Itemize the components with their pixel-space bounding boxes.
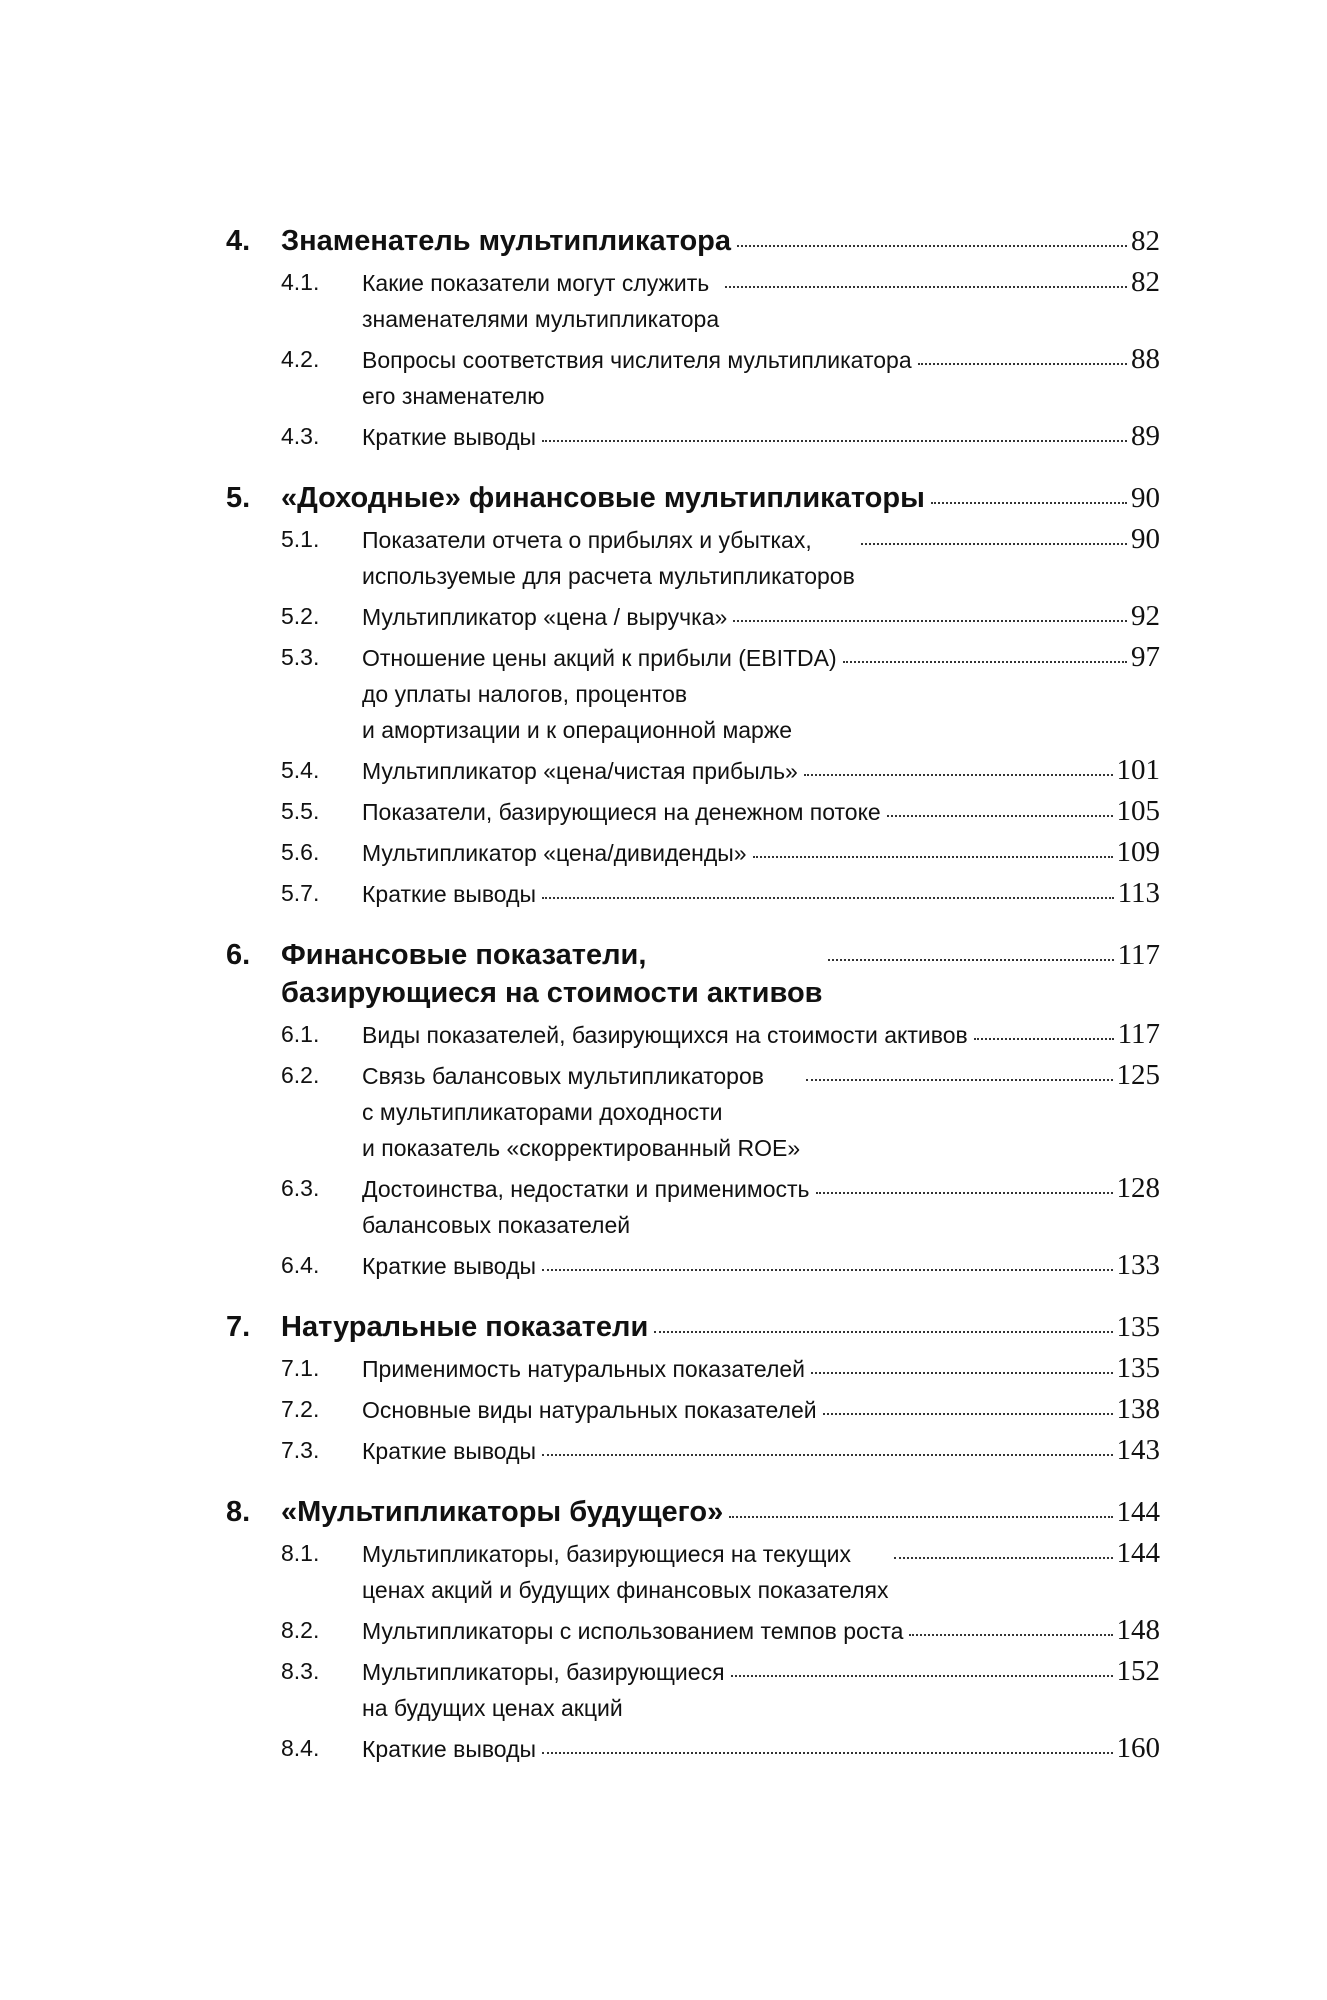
entry-body [362, 521, 1160, 594]
entry-title [281, 1308, 648, 1346]
chapter-number: 4. [226, 225, 251, 257]
entry-title-line: Показатели отчета о прибылях и убытках, [362, 527, 812, 553]
section-number: 5.6. [281, 839, 320, 865]
entry-title [362, 1433, 536, 1469]
chapter-number: 8. [226, 1496, 251, 1528]
page-number: 125 [1116, 1059, 1160, 1091]
section-entry[interactable] [226, 1057, 1160, 1166]
chapter-block [226, 936, 1160, 1284]
entry-title [362, 1731, 536, 1767]
dot-leader [731, 1675, 1113, 1677]
page-number: 152 [1116, 1655, 1160, 1687]
entry-title-line: Виды показателей, базирующихся на стоимости активов [362, 1022, 968, 1048]
dot-leader [861, 543, 1127, 545]
page-number: 144 [1116, 1496, 1160, 1528]
section-number: 6.1. [281, 1021, 320, 1047]
section-entry[interactable] [226, 1247, 1160, 1284]
section-entry[interactable] [226, 341, 1160, 414]
entry-title-line: до уплаты налогов, процентов [362, 681, 688, 707]
section-entry[interactable] [226, 1730, 1160, 1767]
entry-title-line: Какие показатели могут служить [362, 270, 710, 296]
entry-title [281, 222, 731, 260]
section-number: 7.2. [281, 1396, 320, 1422]
entry-title [362, 835, 747, 871]
entry-title-line: Применимость натуральных показателей [362, 1356, 806, 1382]
chapter-heading[interactable] [226, 1493, 1160, 1531]
entry-body [281, 1308, 1160, 1346]
dot-leader [806, 1079, 1112, 1081]
entry-title [362, 522, 855, 594]
dot-leader [816, 1192, 1113, 1194]
chapter-block [226, 1308, 1160, 1469]
entry-title-line: Финансовые показатели, [281, 939, 647, 971]
section-number: 4.2. [281, 346, 320, 372]
entry-title [362, 1017, 968, 1053]
entry-title-line: базирующиеся на стоимости активов [281, 977, 823, 1009]
dot-leader [974, 1038, 1114, 1040]
entry-body [362, 1057, 1160, 1166]
page-number: 105 [1116, 795, 1160, 827]
entry-title [362, 1613, 903, 1649]
entry-title-line: знаменателями мультипликатора [362, 306, 720, 332]
section-entry[interactable] [226, 639, 1160, 748]
page-number: 133 [1116, 1249, 1160, 1281]
section-entry[interactable] [226, 1612, 1160, 1649]
entry-title-line: Достоинства, недостатки и применимость [362, 1176, 810, 1202]
entry-title-line: Вопросы соответствия числителя мультипликатора [362, 347, 912, 373]
entry-body [362, 793, 1160, 830]
chapter-heading[interactable] [226, 222, 1160, 260]
entry-title [281, 479, 925, 517]
section-entry[interactable] [226, 264, 1160, 337]
dot-leader [843, 661, 1127, 663]
section-entry[interactable] [226, 875, 1160, 912]
section-number: 6.2. [281, 1062, 320, 1088]
entry-title [362, 342, 912, 414]
entry-title-line: и амортизации и к операционной марже [362, 717, 793, 743]
entry-title-line: Показатели, базирующиеся на денежном потоке [362, 799, 881, 825]
entry-body [362, 1170, 1160, 1243]
section-number: 6.4. [281, 1252, 320, 1278]
entry-body [362, 1535, 1160, 1608]
section-number: 6.3. [281, 1175, 320, 1201]
dot-leader [737, 245, 1127, 247]
dot-leader [542, 1269, 1112, 1271]
dot-leader [654, 1331, 1112, 1333]
page-number: 160 [1116, 1732, 1160, 1764]
chapter-number: 7. [226, 1311, 251, 1343]
section-number: 8.2. [281, 1617, 320, 1643]
entry-body [362, 639, 1160, 748]
section-entry[interactable] [226, 1016, 1160, 1053]
section-number: 7.3. [281, 1437, 320, 1463]
entry-title-line: Мультипликатор «цена/дивиденды» [362, 840, 747, 866]
chapter-block [226, 222, 1160, 455]
entry-body [362, 1350, 1160, 1387]
section-entry[interactable] [226, 1432, 1160, 1469]
entry-title [281, 936, 822, 1012]
entry-body [362, 1653, 1160, 1726]
dot-leader [894, 1557, 1112, 1559]
entry-title [362, 1248, 536, 1284]
table-of-contents [226, 222, 1160, 1791]
section-number: 8.4. [281, 1735, 320, 1761]
chapter-heading[interactable] [226, 936, 1160, 1012]
section-entry[interactable] [226, 752, 1160, 789]
entry-title-line: Краткие выводы [362, 424, 537, 450]
entry-body [362, 834, 1160, 871]
entry-title-line: Основные виды натуральных показателей [362, 1397, 817, 1423]
entry-body [362, 264, 1160, 337]
section-entry[interactable] [226, 418, 1160, 455]
chapter-number: 6. [226, 939, 251, 971]
dot-leader [753, 856, 1113, 858]
chapter-number: 5. [226, 482, 251, 514]
dot-leader [733, 620, 1127, 622]
section-number: 5.5. [281, 798, 320, 824]
page-number: 135 [1116, 1352, 1160, 1384]
entry-body [362, 875, 1160, 912]
page-number: 97 [1131, 641, 1160, 673]
entry-title-line: Краткие выводы [362, 1736, 537, 1762]
section-entry[interactable] [226, 793, 1160, 830]
entry-body [281, 479, 1160, 517]
entry-title [362, 1654, 725, 1726]
entry-title-line: Краткие выводы [362, 1438, 537, 1464]
chapter-heading[interactable] [226, 479, 1160, 517]
page-number: 148 [1116, 1614, 1160, 1646]
dot-leader [542, 897, 1114, 899]
page-number: 109 [1116, 836, 1160, 868]
dot-leader [828, 959, 1113, 961]
entry-body [362, 598, 1160, 635]
entry-title-line: ценах акций и будущих финансовых показателях [362, 1577, 889, 1603]
page-number: 138 [1116, 1393, 1160, 1425]
section-entry[interactable] [226, 1170, 1160, 1243]
dot-leader [918, 363, 1127, 365]
entry-title-line: используемые для расчета мультипликаторов [362, 563, 855, 589]
entry-body [362, 1391, 1160, 1428]
entry-title [362, 419, 536, 455]
entry-title [362, 794, 881, 830]
entry-title [362, 265, 719, 337]
entry-title-line: с мультипликаторами доходности [362, 1099, 723, 1125]
entry-body [362, 1612, 1160, 1649]
entry-title-line: Мультипликатор «цена/чистая прибыль» [362, 758, 798, 784]
entry-title-line: его знаменателю [362, 383, 545, 409]
section-number: 5.4. [281, 757, 320, 783]
entry-body [362, 752, 1160, 789]
page-number: 128 [1116, 1172, 1160, 1204]
section-number: 4.3. [281, 423, 320, 449]
page-number: 135 [1116, 1311, 1160, 1343]
section-entry[interactable] [226, 834, 1160, 871]
section-entry[interactable] [226, 1350, 1160, 1387]
entry-title [362, 1058, 800, 1166]
entry-title [362, 1392, 817, 1428]
section-number: 5.3. [281, 644, 320, 670]
dot-leader [887, 815, 1113, 817]
entry-body [362, 418, 1160, 455]
page-number: 117 [1117, 939, 1160, 971]
section-entry[interactable] [226, 1653, 1160, 1726]
entry-title-line: «Мультипликаторы будущего» [281, 1496, 724, 1528]
entry-title [362, 640, 837, 748]
entry-title-line: Мультипликаторы, базирующиеся на текущих [362, 1541, 851, 1567]
page-number: 89 [1131, 420, 1160, 452]
page-number: 92 [1131, 600, 1160, 632]
entry-title-line: балансовых показателей [362, 1212, 631, 1238]
entry-title-line: и показатель «скорректированный ROE» [362, 1135, 801, 1161]
entry-title-line: Знаменатель мультипликатора [281, 225, 732, 257]
chapter-block [226, 479, 1160, 912]
section-number: 8.3. [281, 1658, 320, 1684]
entry-title-line: Краткие выводы [362, 1253, 537, 1279]
dot-leader [542, 1454, 1112, 1456]
section-number: 5.7. [281, 880, 320, 906]
page-number: 82 [1131, 225, 1160, 257]
dot-leader [725, 286, 1127, 288]
entry-title [362, 1351, 805, 1387]
entry-title [281, 1493, 723, 1531]
entry-body [362, 1016, 1160, 1053]
section-number: 4.1. [281, 269, 320, 295]
page-number: 90 [1131, 482, 1160, 514]
section-number: 8.1. [281, 1540, 320, 1566]
page-number: 143 [1116, 1434, 1160, 1466]
entry-title-line: Мультипликаторы, базирующиеся [362, 1659, 725, 1685]
section-entry[interactable] [226, 1391, 1160, 1428]
chapter-block [226, 1493, 1160, 1767]
entry-body [281, 222, 1160, 260]
page-number: 82 [1131, 266, 1160, 298]
entry-title-line: на будущих ценах акций [362, 1695, 623, 1721]
entry-title [362, 1536, 888, 1608]
entry-title [362, 753, 798, 789]
entry-title-line: Связь балансовых мультипликаторов [362, 1063, 764, 1089]
entry-title-line: Мультипликаторы с использованием темпов роста [362, 1618, 904, 1644]
entry-title-line: Отношение цены акций к прибыли (EBITDA) [362, 645, 837, 671]
section-number: 7.1. [281, 1355, 320, 1381]
entry-title [362, 1171, 810, 1243]
page-number: 113 [1117, 877, 1160, 909]
entry-body [362, 1730, 1160, 1767]
dot-leader [542, 1752, 1112, 1754]
entry-title-line: «Доходные» финансовые мультипликаторы [281, 482, 925, 514]
chapter-heading[interactable] [226, 1308, 1160, 1346]
entry-title [362, 599, 727, 635]
page-number: 101 [1116, 754, 1160, 786]
entry-title [362, 876, 536, 912]
page-number: 144 [1116, 1537, 1160, 1569]
entry-body [362, 1432, 1160, 1469]
entry-title-line: Краткие выводы [362, 881, 537, 907]
dot-leader [542, 440, 1127, 442]
section-entry[interactable] [226, 521, 1160, 594]
section-number: 5.1. [281, 526, 320, 552]
entry-body [281, 1493, 1160, 1531]
dot-leader [931, 502, 1127, 504]
section-entry[interactable] [226, 1535, 1160, 1608]
entry-title-line: Мультипликатор «цена / выручка» [362, 604, 728, 630]
page-number: 90 [1131, 523, 1160, 555]
entry-body [362, 341, 1160, 414]
entry-title-line: Натуральные показатели [281, 1311, 649, 1343]
dot-leader [729, 1516, 1112, 1518]
dot-leader [811, 1372, 1112, 1374]
page-number: 88 [1131, 343, 1160, 375]
entry-body [281, 936, 1160, 1012]
dot-leader [909, 1634, 1112, 1636]
dot-leader [804, 774, 1113, 776]
dot-leader [823, 1413, 1113, 1415]
section-entry[interactable] [226, 598, 1160, 635]
page-number: 117 [1117, 1018, 1160, 1050]
entry-body [362, 1247, 1160, 1284]
section-number: 5.2. [281, 603, 320, 629]
